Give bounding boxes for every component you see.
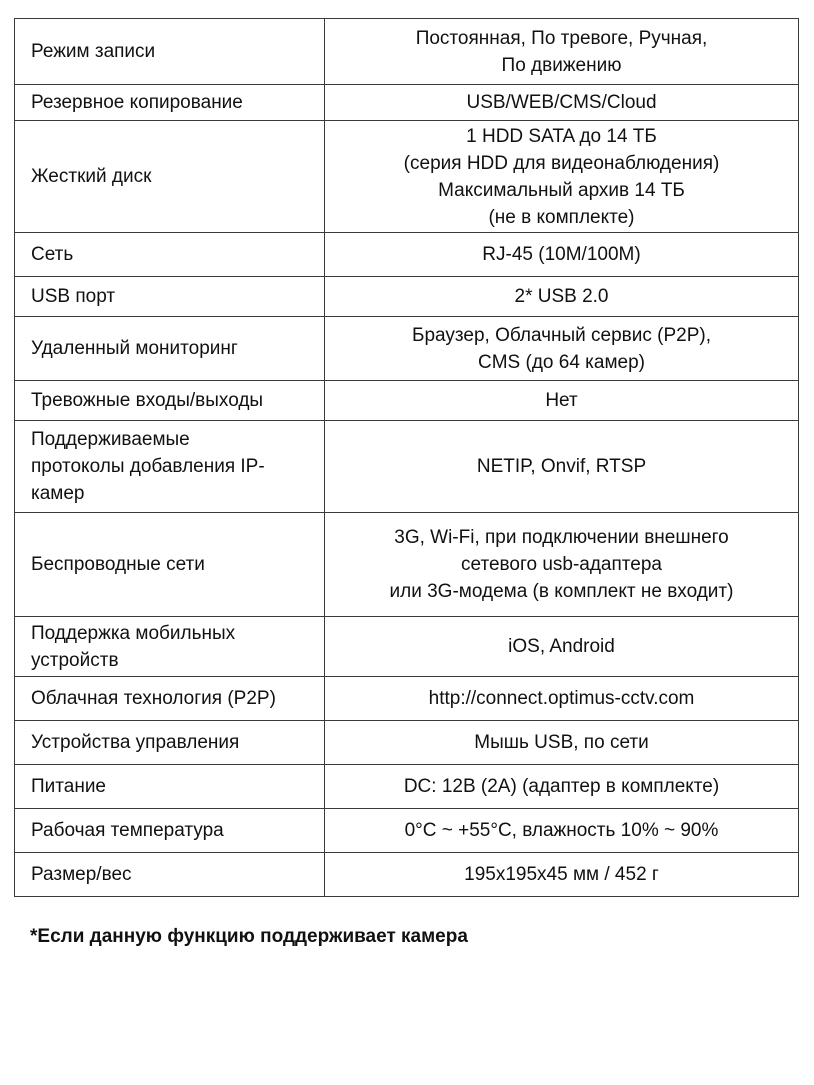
spec-value: 2* USB 2.0: [514, 286, 609, 307]
spec-value: CMS (до 64 камер): [478, 351, 645, 373]
table-row: [15, 233, 799, 277]
spec-value: NETIP, Onvif, RTSP: [476, 456, 647, 477]
spec-value: 195x195x45 мм / 452 г: [464, 864, 659, 885]
spec-label: USB порт: [31, 286, 116, 307]
spec-table-body: [15, 19, 799, 897]
spec-value: сетевого usb-адаптера: [461, 554, 662, 575]
spec-value-cell: [325, 19, 799, 85]
spec-table: [14, 18, 799, 897]
spec-value-cell: [325, 765, 799, 809]
spec-label: Удаленный мониторинг: [31, 338, 238, 359]
spec-label-cell: [15, 513, 325, 617]
spec-label: Размер/вес: [31, 864, 132, 885]
spec-label-cell: [15, 85, 325, 121]
spec-value: RJ-45 (10M/100M): [482, 244, 641, 265]
spec-value: Нет: [545, 390, 578, 411]
spec-value-cell: [325, 277, 799, 317]
spec-value: DC: 12В (2А) (адаптер в комплекте): [403, 776, 720, 797]
spec-label: Устройства управления: [31, 732, 240, 753]
table-row: [15, 721, 799, 765]
spec-label: Сеть: [31, 244, 74, 265]
table-row: [15, 677, 799, 721]
spec-label: Поддерживаемые: [31, 429, 190, 450]
spec-value-cell: [325, 85, 799, 121]
table-row: [15, 85, 799, 121]
spec-label-cell: [15, 277, 325, 317]
spec-label: Резервное копирование: [31, 92, 243, 113]
spec-value-cell: [325, 513, 799, 617]
spec-value: 3G, Wi-Fi, при подключении внешнего: [394, 527, 729, 548]
spec-value-cell: [325, 233, 799, 277]
spec-value: http://connect.optimus-cctv.com: [428, 688, 695, 709]
table-row: [15, 19, 799, 85]
spec-label: Рабочая температура: [31, 820, 224, 841]
spec-label-cell: [15, 233, 325, 277]
spec-value-cell: [325, 617, 799, 677]
spec-label-cell: [15, 809, 325, 853]
spec-value-cell: [325, 421, 799, 513]
spec-label-cell: [15, 765, 325, 809]
table-row: [15, 381, 799, 421]
spec-label: камер: [31, 483, 85, 504]
table-row: [15, 121, 799, 233]
spec-label-cell: [15, 317, 325, 381]
spec-value: (серия HDD для видеонаблюдения): [403, 152, 720, 174]
spec-label: Поддержка мобильных: [31, 622, 236, 644]
spec-value-cell: [325, 121, 799, 233]
spec-label-cell: [15, 617, 325, 677]
spec-label-cell: [15, 381, 325, 421]
footnote: *Если данную функцию поддерживает камера: [30, 926, 468, 947]
spec-label: устройств: [31, 649, 119, 671]
spec-label: протоколы добавления IP-: [31, 456, 265, 477]
spec-value: Максимальный архив 14 ТБ: [438, 179, 685, 201]
spec-value: 1 HDD SATA до 14 ТБ: [466, 125, 657, 147]
spec-label: Питание: [31, 776, 106, 797]
spec-value-cell: [325, 721, 799, 765]
spec-label-cell: [15, 721, 325, 765]
table-row: [15, 513, 799, 617]
spec-value-cell: [325, 809, 799, 853]
spec-label-cell: [15, 421, 325, 513]
table-row: [15, 421, 799, 513]
table-row: [15, 277, 799, 317]
spec-value: Постоянная, По тревоге, Ручная,: [415, 27, 708, 49]
spec-value-cell: [325, 853, 799, 897]
table-row: [15, 617, 799, 677]
spec-label-cell: [15, 677, 325, 721]
spec-value-cell: [325, 677, 799, 721]
spec-value: Браузер, Облачный сервис (P2P),: [411, 324, 712, 346]
spec-value-cell: [325, 381, 799, 421]
spec-value: USB/WEB/CMS/Cloud: [466, 92, 657, 113]
spec-label-cell: [15, 853, 325, 897]
spec-label-cell: [15, 121, 325, 233]
table-row: [15, 809, 799, 853]
table-row: [15, 853, 799, 897]
spec-value: (не в комплекте): [488, 206, 635, 228]
table-row: [15, 317, 799, 381]
spec-label: Облачная технология (P2P): [31, 688, 276, 709]
spec-value: 0°C ~ +55°C, влажность 10% ~ 90%: [404, 820, 719, 841]
table-row: [15, 765, 799, 809]
spec-label: Тревожные входы/выходы: [31, 390, 264, 411]
spec-value: или 3G-модема (в комплект не входит): [389, 581, 734, 602]
spec-label: Жесткий диск: [31, 166, 152, 187]
spec-value: По движению: [501, 54, 622, 76]
spec-value-cell: [325, 317, 799, 381]
spec-label: Режим записи: [31, 41, 156, 62]
spec-value: iOS, Android: [508, 636, 615, 657]
spec-label: Беспроводные сети: [31, 554, 205, 575]
spec-value: Мышь USB, по сети: [474, 732, 649, 753]
spec-label-cell: [15, 19, 325, 85]
